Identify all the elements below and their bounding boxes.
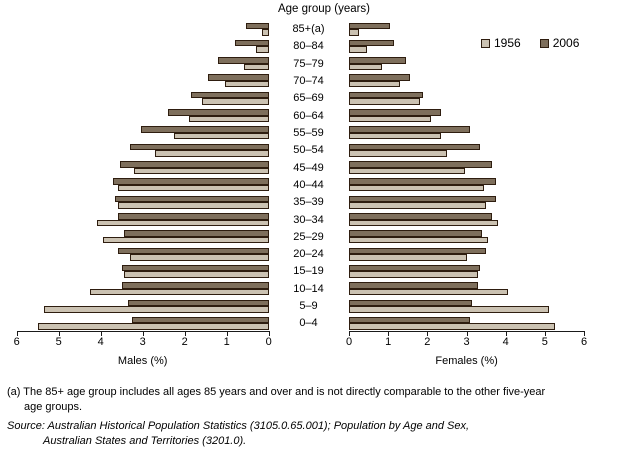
axis-tick [545,332,546,336]
axis-tick [584,332,585,336]
bar-male-1956 [103,237,269,244]
source-line1: Source: Australian Historical Population Statistics (3105.0.65.001); Population by Age and Sex, [7,420,470,432]
bar-male-1956 [124,271,269,278]
legend-swatch-1956 [481,39,490,48]
bar-male-1956 [244,64,269,71]
age-group-label: 25–29 [293,230,324,243]
age-group-label: 35–39 [293,196,324,209]
bar-male-1956 [90,289,269,296]
bar-female-1956 [349,202,486,209]
bar-male-1956 [189,116,269,123]
axis-tick-label: 6 [580,336,588,348]
axis-tick [59,332,60,336]
bar-male-1956 [174,133,269,140]
age-group-label: 10–14 [293,282,324,295]
axis-tick [185,332,186,336]
bar-male-1956 [202,98,269,105]
bar-male-1956 [225,81,269,88]
axis-tick-label: 2 [424,336,431,348]
axis-tick-label: 5 [55,336,62,348]
bar-female-1956 [349,150,447,157]
bar-female-1956 [349,98,420,105]
axis-tick-label: 6 [13,336,20,348]
axis-tick-label: 4 [502,336,509,348]
bar-male-1956 [130,254,269,261]
axis-tick-label: 1 [223,336,230,348]
axis-tick-label: 0 [265,336,272,348]
age-group-label: 20–24 [293,248,324,261]
axis-tick-label: 0 [345,336,353,348]
age-group-label: 65–69 [293,92,324,105]
axis-tick [349,332,350,336]
axis-tick-label: 1 [385,336,392,348]
age-group-label: 5–9 [299,300,318,313]
axis-tick [227,332,228,336]
bar-female-1956 [349,220,498,227]
axis-tick-label: 3 [463,336,470,348]
age-group-label: 80–84 [293,40,324,53]
bar-female-1956 [349,254,467,261]
bar-female-1956 [349,237,488,244]
age-group-label: 50–54 [293,144,324,157]
bar-female-1956 [349,306,549,313]
bar-female-1956 [349,271,478,278]
bar-female-1956 [349,168,465,175]
bar-female-1956 [349,133,441,140]
males-axis-label: Males (%) [117,355,168,367]
legend [481,36,579,50]
bar-male-1956 [256,46,269,53]
bar-male-1956 [118,202,269,209]
bar-male-1956 [134,168,268,175]
bar-female-1956 [349,29,359,36]
axis-tick [467,332,468,336]
age-group-label: 45–49 [293,161,324,174]
axis-tick [101,332,102,336]
age-group-label: 0–4 [299,317,318,330]
age-group-label: 85+(a) [292,23,325,35]
axis-tick [269,332,270,336]
bar-male-1956 [118,185,269,192]
legend-item-1956 [481,36,521,50]
bar-female-1956 [349,116,431,123]
bar-male-1956 [155,150,268,157]
bar-male-1956 [38,323,269,330]
axis-tick [427,332,428,336]
source-line2: Australian States and Territories (3201.0). [43,435,247,447]
axis-tick-label: 4 [97,336,104,348]
legend-label-2006: 2006 [552,36,580,50]
bar-female-1956 [349,323,555,330]
legend-label-1956: 1956 [494,36,521,50]
bar-female-1956 [349,81,400,88]
age-group-label: 15–19 [293,265,324,278]
legend-item-2006 [540,36,580,50]
axis-tick-label: 5 [541,336,548,348]
age-group-label: 40–44 [293,178,324,191]
footnote-a-line2: age groups. [24,401,83,413]
chart-title: Age group (years) [277,3,371,15]
axis-tick [143,332,144,336]
age-group-label: 55–59 [293,126,324,139]
bar-female-1956 [349,64,382,71]
legend-swatch-2006 [540,39,549,48]
axis-tick-label: 3 [139,336,146,348]
age-group-label: 60–64 [293,109,324,122]
footnote-a-line1: (a) The 85+ age group includes all ages 85 years and over and is not directly comparable to the other five-year [7,386,546,398]
axis-tick-label: 2 [181,336,188,348]
axis-tick [388,332,389,336]
bar-female-1956 [349,289,508,296]
axis-tick [506,332,507,336]
bar-female-1956 [349,185,484,192]
bar-male-1956 [97,220,269,227]
bar-female-1956 [349,46,367,53]
bar-male-1956 [262,29,268,36]
axis-tick [17,332,18,336]
age-group-label: 75–79 [293,57,324,70]
age-group-label: 30–34 [293,213,324,226]
bar-male-1956 [44,306,269,313]
females-axis-label: Females (%) [435,355,498,367]
age-group-label: 70–74 [293,74,324,87]
